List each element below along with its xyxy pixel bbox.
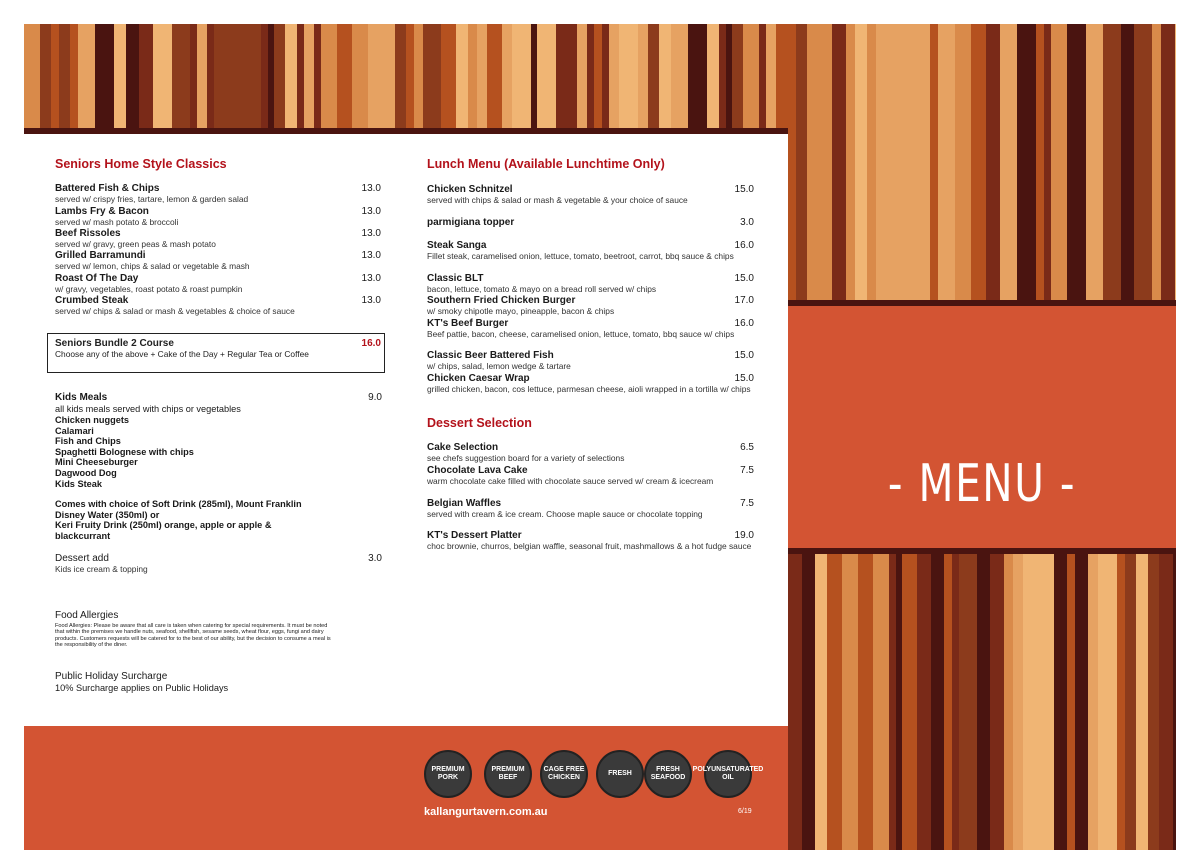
stripe [1134, 24, 1152, 304]
menu-item-price: 15.0 [734, 273, 754, 284]
stripe [1044, 24, 1051, 304]
stripe [959, 549, 977, 850]
stripe [743, 24, 759, 128]
stripe [886, 24, 903, 304]
kids-dessert [55, 553, 382, 575]
stripe [788, 549, 802, 850]
stripe [732, 24, 743, 128]
menu-item-price: 15.0 [734, 184, 754, 195]
bundle-desc: Choose any of the above + Cake of the Day + Regular Tea or Coffee [55, 349, 309, 359]
badge-icon: PREMIUM PORK [424, 750, 472, 798]
stripe [1000, 24, 1017, 304]
stripe [1152, 24, 1161, 304]
menu-item [55, 295, 381, 317]
menu-item [55, 228, 381, 250]
stripe [285, 24, 297, 128]
stripe [314, 24, 321, 128]
kids-item-list [55, 415, 194, 489]
stripe [873, 549, 889, 850]
stripe [1023, 549, 1042, 850]
stripe [1161, 24, 1175, 304]
stripe [456, 24, 468, 128]
stripe [101, 24, 114, 128]
stripe [1086, 24, 1103, 304]
stripe [990, 549, 1004, 850]
allergies-title: Food Allergies [55, 610, 119, 621]
stripe [78, 24, 95, 128]
stripe [24, 24, 40, 128]
stripe [930, 24, 938, 304]
menu-item-desc: see chefs suggestion board for a variety of selections [427, 453, 625, 463]
menu-item-name: Chicken Caesar Wrap [427, 373, 530, 384]
stripe [423, 24, 441, 128]
stripe [197, 24, 207, 128]
stripe [512, 24, 531, 128]
stripe [385, 24, 395, 128]
stripe [40, 24, 51, 128]
section-title-lunch: Lunch Menu (Available Lunchtime Only) [427, 157, 665, 171]
stripe [815, 549, 827, 850]
menu-item [427, 273, 754, 295]
stripe [952, 549, 959, 850]
menu-item [427, 350, 754, 372]
stripe [855, 24, 867, 304]
menu-item-name: Crumbed Steak [55, 295, 129, 306]
stripe [114, 24, 126, 128]
stripe [796, 24, 807, 304]
badge-icon: FRESH SEAFOOD [644, 750, 692, 798]
stripe [232, 24, 243, 128]
stripe [788, 24, 796, 304]
stripe [556, 24, 570, 128]
stripe [931, 549, 944, 850]
badge-icon: PREMIUM BEEF [484, 750, 532, 798]
menu-item [427, 373, 754, 395]
menu-item-desc: choc brownie, churros, belgian waffle, seasonal fruit, mashmallows & a hot fudge sauce [427, 541, 752, 551]
section-title-dessert: Dessert Selection [427, 416, 532, 430]
stripe [243, 24, 261, 128]
stripe [832, 24, 846, 304]
menu-item-price: 7.5 [740, 498, 754, 509]
stripe [1036, 24, 1044, 304]
stripe [944, 549, 952, 850]
menu-item-desc: w/ chips, salad, lemon wedge & tartare [427, 361, 571, 371]
stripe [502, 24, 512, 128]
menu-item-name: Battered Fish & Chips [55, 183, 160, 194]
stripe [707, 24, 719, 128]
stripe [570, 24, 577, 128]
menu-item-desc: bacon, lettuce, tomato & mayo on a bread roll served w/ chips [427, 284, 657, 294]
stripe [274, 24, 285, 128]
stripe [1067, 549, 1075, 850]
stripe [602, 24, 609, 128]
stripe [938, 24, 955, 304]
menu-item [427, 184, 754, 206]
kids-item: Chicken nuggets [55, 415, 130, 425]
menu-item [427, 240, 754, 262]
stripe [468, 24, 477, 128]
menu-item-desc: warm chocolate cake filled with chocolate sauce served w/ cream & icecream [427, 476, 714, 486]
kids-title: Kids Meals [55, 392, 108, 403]
menu-item-desc: served w/ crispy fries, tartare, lemon & garden salad [55, 194, 249, 204]
stripe [1098, 549, 1117, 850]
menu-item [427, 530, 754, 552]
stripe [406, 24, 414, 128]
stripe [70, 24, 78, 128]
stripe [1136, 549, 1148, 850]
kids-item: Spaghetti Bolognese with chips [55, 446, 194, 457]
menu-item [427, 498, 754, 520]
kids-drinks [55, 499, 302, 541]
kids-drinks-line: Comes with choice of Soft Drink (285ml), Mount Franklin [55, 499, 302, 509]
kids-drinks-line: blackcurrant [55, 530, 111, 541]
stripe [1067, 24, 1080, 304]
badge-icon: FRESH [596, 750, 644, 798]
stripe [694, 24, 707, 128]
stripe [214, 24, 232, 128]
stripe [903, 24, 913, 304]
menu-item-desc: grilled chicken, bacon, cos lettuce, parmesan cheese, aioli wrapped in a tortilla w/ chips [427, 384, 751, 394]
kids-item: Calamari [55, 425, 94, 436]
stripe [587, 24, 594, 128]
badge-icon: POLYUNSATURATED OIL [704, 750, 752, 798]
stripe [321, 24, 337, 128]
stripe [986, 24, 1000, 304]
page-number: 6/19 [738, 808, 752, 815]
stripe [719, 24, 726, 128]
stripe [1075, 549, 1088, 850]
stripe [889, 549, 896, 850]
cover-band [788, 300, 1176, 554]
menu-item-price: 13.0 [361, 295, 381, 306]
stripe [1103, 24, 1121, 304]
stripe [1051, 24, 1067, 304]
menu-item-price: 13.0 [361, 183, 381, 194]
menu-item [427, 217, 754, 228]
kids-drinks-line: Disney Water (350ml) or [55, 509, 160, 520]
stripe [867, 24, 876, 304]
bundle-price: 16.0 [361, 338, 381, 349]
stripe [352, 24, 368, 128]
menu-item-name: Belgian Waffles [427, 498, 502, 509]
menu-item-price: 17.0 [734, 295, 754, 306]
stripe [802, 549, 815, 850]
stripe [827, 549, 842, 850]
stripe [917, 549, 931, 850]
stripe [441, 24, 456, 128]
stripe [594, 24, 602, 128]
stripe [368, 24, 385, 128]
seniors-bundle-box [47, 333, 385, 373]
kids-intro: all kids meals served with chips or vegetables [55, 404, 241, 414]
stripe [759, 24, 766, 128]
menu-item-name: Lambs Fry & Bacon [55, 206, 149, 217]
stripe [1054, 549, 1067, 850]
menu-item-price: 3.0 [740, 217, 754, 228]
menu-item-desc: served with chips & salad or mash & vegetable & your choice of sauce [427, 195, 688, 205]
stripe [776, 24, 788, 128]
allergies-text: Food Allergies: Please be aware that all care is taken when catering for special requirements. It must be noted that within the premises we handle nuts, seafood, shellfish, sesame seeds, wheat flour, eggs, fungi and dairy products. Customers requests will be catered for to the best of our ability, but the decision to consume a meal is the responsibility of the diner. [55, 623, 331, 649]
menu-item-name: parmigiana topper [427, 217, 515, 228]
stripe [487, 24, 502, 128]
menu-item-name: KT's Dessert Platter [427, 530, 522, 541]
kids-dessert-price: 3.0 [368, 553, 382, 564]
menu-item [427, 295, 754, 317]
menu-item-desc: Fillet steak, caramelised onion, lettuce, tomato, beetroot, carrot, bbq sauce & chips [427, 251, 734, 261]
menu-item [427, 442, 754, 464]
stripe [297, 24, 304, 128]
stripe [1042, 549, 1054, 850]
stripe [190, 24, 197, 128]
stripe [955, 24, 971, 304]
stripe [139, 24, 153, 128]
stripe [902, 549, 917, 850]
menu-item-price: 7.5 [740, 465, 754, 476]
stripe [172, 24, 190, 128]
menu-item-price: 16.0 [734, 318, 754, 329]
stripe [1125, 549, 1136, 850]
menu-item-name: Grilled Barramundi [55, 250, 146, 261]
menu-item-desc: w/ smoky chipotle mayo, pineapple, bacon & chips [427, 306, 615, 316]
decorative-stripes-right-bottom [788, 549, 1176, 850]
stripe [619, 24, 638, 128]
kids-item: Fish and Chips [55, 436, 121, 447]
menu-item-price: 13.0 [361, 273, 381, 284]
kids-meals [55, 392, 382, 403]
menu-item [427, 318, 754, 340]
stripe [477, 24, 487, 128]
stripe [1023, 24, 1036, 304]
menu-item-price: 15.0 [734, 373, 754, 384]
menu-item-name: KT's Beef Burger [427, 318, 509, 329]
stripe [659, 24, 671, 128]
menu-item [427, 465, 754, 487]
stripe [648, 24, 659, 128]
stripe [337, 24, 352, 128]
menu-item-price: 6.5 [740, 442, 754, 453]
kids-dessert-desc: Kids ice cream & topping [55, 564, 148, 574]
menu-item-name: Cake Selection [427, 442, 499, 453]
menu-item-desc: served w/ gravy, green peas & mash potato [55, 239, 216, 249]
menu-item-desc: served w/ mash potato & broccoli [55, 217, 179, 227]
stripe [913, 24, 930, 304]
stripe [858, 549, 873, 850]
menu-item-desc: served w/ lemon, chips & salad or vegetable & mash [55, 261, 250, 271]
stripe [395, 24, 406, 128]
stripe [671, 24, 688, 128]
decorative-stripes-top [24, 24, 788, 134]
stripe [1004, 549, 1013, 850]
menu-item-price: 13.0 [361, 250, 381, 261]
stripe [1117, 549, 1125, 850]
stripe [766, 24, 776, 128]
stripe [577, 24, 587, 128]
menu-item-name: Classic BLT [427, 273, 484, 284]
bundle-name: Seniors Bundle 2 Course [55, 338, 174, 349]
stripe [1088, 549, 1098, 850]
stripe [153, 24, 172, 128]
stripe [1173, 549, 1176, 850]
stripe [1159, 549, 1173, 850]
menu-item-desc: w/ gravy, vegetables, roast potato & roast pumpkin [55, 284, 243, 294]
stripe [1121, 24, 1134, 304]
decorative-stripes-right-top [788, 24, 1176, 304]
website-link[interactable]: kallangurtavern.com.au [424, 806, 548, 818]
surcharge-text: 10% Surcharge applies on Public Holidays [55, 683, 229, 693]
kids-item: Kids Steak [55, 478, 102, 489]
cover-title: - MENU - [887, 454, 1077, 514]
kids-dessert-name: Dessert add [55, 553, 109, 564]
menu-item-desc: served with cream & ice cream. Choose maple sauce or chocolate topping [427, 509, 703, 519]
menu-item-desc: served w/ chips & salad or mash & vegetables & choice of sauce [55, 306, 295, 316]
menu-item-price: 19.0 [734, 530, 754, 541]
stripe [823, 24, 832, 304]
stripe [304, 24, 314, 128]
stripe [59, 24, 70, 128]
menu-item-price: 16.0 [734, 240, 754, 251]
stripe [842, 549, 858, 850]
stripe [537, 24, 556, 128]
menu-item-price: 13.0 [361, 228, 381, 239]
menu-item [55, 273, 381, 295]
stripe [977, 549, 990, 850]
menu-item-name: Classic Beer Battered Fish [427, 350, 554, 361]
kids-item: Mini Cheeseburger [55, 457, 138, 468]
stripe [1148, 549, 1159, 850]
stripe [807, 24, 823, 304]
stripe [261, 24, 268, 128]
stripe [638, 24, 648, 128]
kids-item: Dagwood Dog [55, 467, 117, 478]
kids-drinks-line: Keri Fruity Drink (250ml) orange, apple or apple & [55, 520, 272, 531]
stripe [971, 24, 986, 304]
menu-item-name: Beef Rissoles [55, 228, 121, 239]
menu-item-price: 15.0 [734, 350, 754, 361]
menu-item-name: Southern Fried Chicken Burger [427, 295, 576, 306]
surcharge-title: Public Holiday Surcharge [55, 671, 168, 682]
menu-item-name: Roast Of The Day [55, 273, 139, 284]
stripe [846, 24, 855, 304]
stripe [414, 24, 423, 128]
menu-item-name: Chocolate Lava Cake [427, 465, 528, 476]
footer-band [24, 726, 788, 850]
kids-price: 9.0 [368, 392, 382, 403]
badge-icon: CAGE FREE CHICKEN [540, 750, 588, 798]
menu-item-price: 13.0 [361, 206, 381, 217]
menu-item-name: Steak Sanga [427, 240, 487, 251]
stripe [876, 24, 886, 304]
section-title-seniors: Seniors Home Style Classics [55, 157, 227, 171]
menu-item [55, 183, 381, 205]
stripe [207, 24, 214, 128]
menu-item-name: Chicken Schnitzel [427, 184, 513, 195]
menu-item [55, 206, 381, 228]
menu-item [55, 250, 381, 272]
menu-item-desc: Beef pattie, bacon, cheese, caramelised onion, lettuce, tomato, bbq sauce w/ chips [427, 329, 735, 339]
stripe [1013, 549, 1023, 850]
stripe [1175, 24, 1176, 304]
stripe [51, 24, 59, 128]
stripe [609, 24, 619, 128]
stripe [126, 24, 139, 128]
